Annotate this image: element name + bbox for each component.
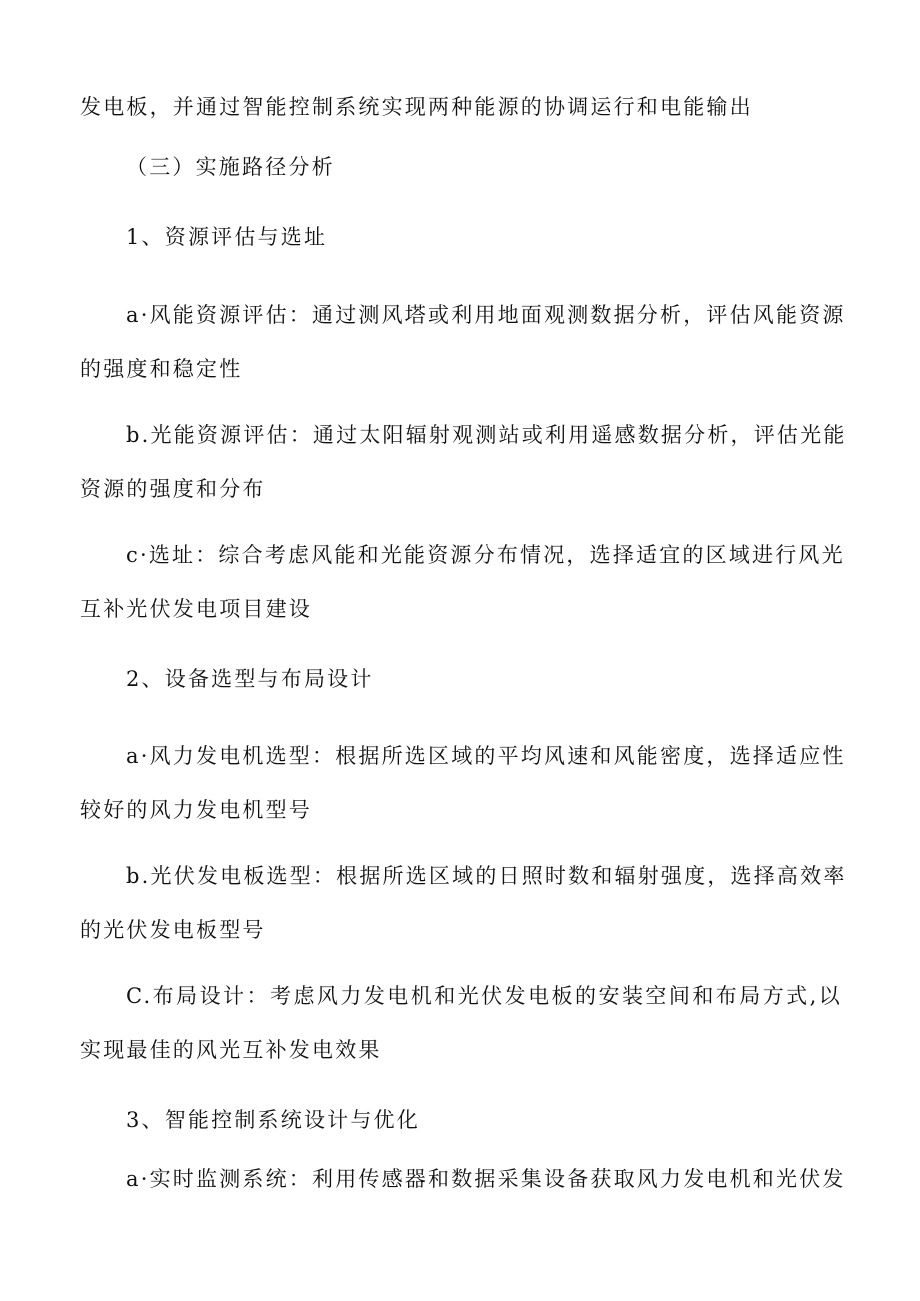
paragraph-solar-assessment-line-1: b.光能资源评估：通过太阳辐射观测站或利用遥感数据分析，评估光能 [126,423,847,447]
paragraph-wind-assessment-line-1: a·风能资源评估：通过测风塔或利用地面观测数据分析，评估风能资源 [126,303,846,327]
subsection-heading-2: 2、设备选型与布局设计 [126,667,374,691]
paragraph-site-selection-line-1: c·选址：综合考虑风能和光能资源分布情况，选择适宜的区域进行风光 [126,543,845,567]
paragraph-site-selection-line-2: 互补光伏发电项目建设 [80,597,312,621]
paragraph-panel-selection-line-2: 的光伏发电板型号 [80,918,266,942]
paragraph-layout-design-line-2: 实现最佳的风光互补发电效果 [80,1038,382,1062]
section-heading: （三）实施路径分析 [126,155,335,179]
paragraph-turbine-selection-line-2: 较好的风力发电机型号 [80,798,312,822]
paragraph-solar-assessment-line-2: 资源的强度和分布 [80,477,266,501]
paragraph-turbine-selection-line-1: a·风力发电机选型：根据所选区域的平均风速和风能密度，选择适应性 [126,744,846,768]
subsection-heading-1: 1、资源评估与选址 [126,225,328,249]
subsection-heading-3: 3、智能控制系统设计与优化 [126,1108,420,1132]
paragraph-monitoring-line-1: a·实时监测系统：利用传感器和数据采集设备获取风力发电机和光伏发 [126,1167,846,1191]
paragraph-layout-design-line-1: C.布局设计：考虑风力发电机和光伏发电板的安装空间和布局方式,以 [126,984,842,1008]
paragraph-panel-selection-line-1: b.光伏发电板选型：根据所选区域的日照时数和辐射强度，选择高效率 [126,864,847,888]
paragraph-continuation-line: 发电板，并通过智能控制系统实现两种能源的协调运行和电能输出 [80,95,753,119]
paragraph-wind-assessment-line-2: 的强度和稳定性 [80,357,243,381]
